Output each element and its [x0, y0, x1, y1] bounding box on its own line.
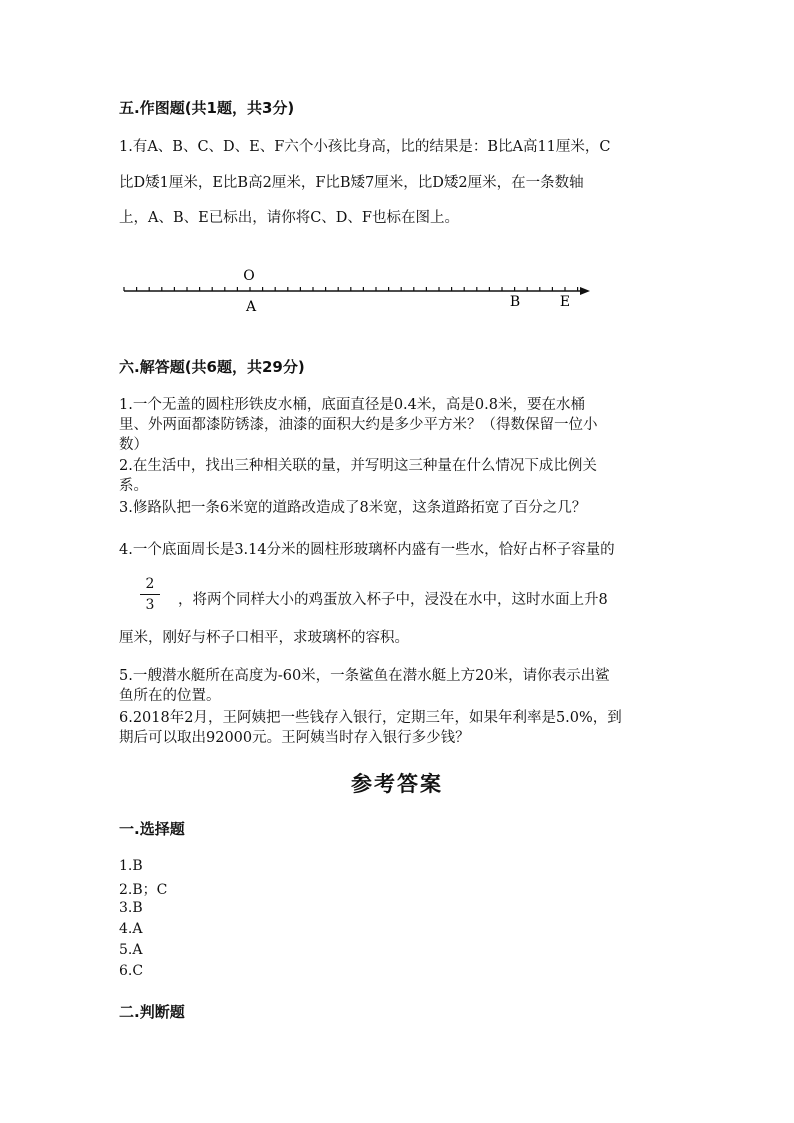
label-o: O [243, 268, 255, 284]
answer-item: 6.C [119, 963, 144, 979]
fraction-denominator: 3 [145, 597, 155, 613]
answers-section-1-heading: 一.选择题 [119, 820, 185, 838]
s6-q2-line1: 2.在生活中，找出三种相关联的量，并写明这三种量在什么情况下成比例关 [119, 458, 597, 474]
s6-q6-line2: 期后可以取出92000元。王阿姨当时存入银行多少钱？ [119, 730, 470, 746]
s6-q4-line3: 厘米，刚好与杯子口相平，求玻璃杯的容积。 [119, 630, 409, 646]
answers-section-2-heading: 二.判断题 [119, 1003, 185, 1021]
s6-q3-line1: 3.修路队把一条6米宽的道路改造成了8米宽，这条道路拓宽了百分之几？ [119, 500, 587, 516]
s6-q1-line2: 里、外两面都漆防锈漆，油漆的面积大约是多少平方米？（得数保留一位小 [119, 417, 598, 433]
answer-item: 3.B [119, 900, 143, 916]
answer-item: 4.A [119, 921, 143, 937]
s5-q1-line1: 1.有A、B、C、D、E、F六个小孩比身高，比的结果是：B比A高11厘米，C [119, 139, 611, 155]
label-b: B [509, 294, 521, 310]
answer-item: 5.A [119, 942, 143, 958]
label-a: A [245, 299, 257, 315]
s6-q1-line3: 数） [119, 437, 148, 453]
s5-q1-line2: 比D矮1厘米，E比B高2厘米，F比B矮7厘米，比D矮2厘米，在一条数轴 [119, 175, 584, 191]
s6-q1-line1: 1.一个无盖的圆柱形铁皮水桶，底面直径是0.4米，高是0.8米，要在水桶 [119, 397, 585, 413]
answer-item: 2.B；C [119, 882, 168, 898]
s6-q6-line1: 6.2018年2月，王阿姨把一些钱存入银行，定期三年，如果年利率是5.0%，到 [119, 710, 622, 726]
s5-q1-line3: 上，A、B、E已标出，请你将C、D、F也标在图上。 [119, 210, 459, 226]
number-line-arrowhead [580, 287, 590, 295]
fraction-bar [140, 594, 160, 595]
s6-q2-line2: 系。 [119, 478, 148, 494]
s6-q5-line2: 鱼所在的位置。 [119, 688, 221, 704]
section-6-heading: 六.解答题(共6题，共29分) [119, 358, 305, 376]
s6-q4-line2: ，将两个同样大小的鸡蛋放入杯子中，浸没在水中，这时水面上升8 [178, 592, 608, 608]
answers-title: 参考答案 [351, 771, 443, 796]
fraction-numerator: 2 [145, 576, 155, 592]
answer-item: 1.B [119, 858, 143, 874]
section-5-heading: 五.作图题(共1题，共3分) [119, 99, 295, 117]
s6-q5-line1: 5.一艘潜水艇所在高度为-60米，一条鲨鱼在潜水艇上方20米，请你表示出鲨 [119, 668, 610, 684]
s6-q4-line1: 4.一个底面周长是3.14分米的圆柱形玻璃杯内盛有一些水，恰好占杯子容量的 [119, 542, 615, 558]
label-e: E [559, 294, 571, 310]
number-line [0, 0, 794, 330]
fraction [140, 576, 160, 613]
